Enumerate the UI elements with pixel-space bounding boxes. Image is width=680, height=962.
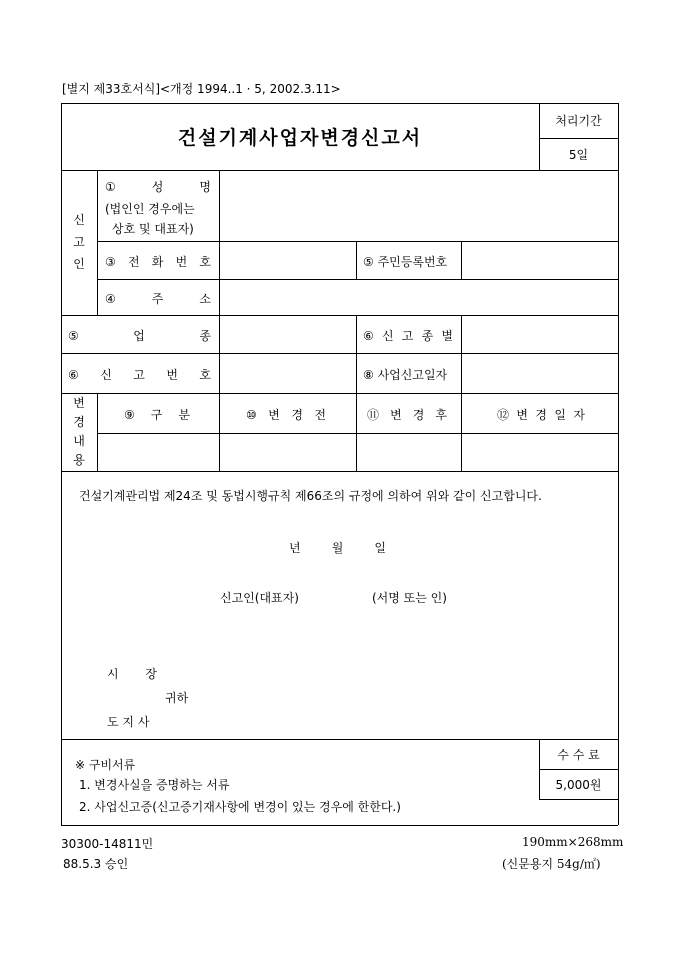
footer-approval: 88.5.3 승인 <box>63 857 129 871</box>
address-label: ④ 주 소 <box>105 291 211 306</box>
required-document-item: 2. 사업신고증(신고증기재사항에 변경이 있는 경우에 한한다.) <box>79 800 401 814</box>
report-date-field[interactable] <box>462 354 617 392</box>
footer-form-code: 30300-14811민 <box>61 837 154 851</box>
signature-note: (서명 또는 인) <box>372 591 447 605</box>
report-kind-field[interactable] <box>462 316 617 352</box>
before-change-field[interactable] <box>220 434 355 470</box>
applicant-group-label: 신 고 인 <box>73 213 85 271</box>
required-document-item: 1. 변경사실을 증명하는 서류 <box>79 778 230 792</box>
phone-field[interactable] <box>220 242 355 278</box>
column-after-change: ⑪ 변 경 후 <box>367 408 447 422</box>
footer-paper-size: 190mm×268mm <box>522 835 624 849</box>
change-category-field[interactable] <box>98 434 218 470</box>
required-documents-title: ※ 구비서류 <box>75 758 136 772</box>
recipient-governor: 도 지 사 <box>107 715 150 729</box>
business-type-label: ⑤ 업 종 <box>68 328 211 343</box>
address-field[interactable] <box>220 280 617 314</box>
signer-label: 신고인(대표자) <box>220 591 299 605</box>
recipient-mayor: 시 장 <box>107 667 157 681</box>
processing-period-value: 5일 <box>568 147 589 162</box>
form-reference: [별지 제33호서식]<개정 1994..1 · 5, 2002.3.11> <box>62 82 341 96</box>
phone-label: ③ 전 화 번 호 <box>105 254 211 269</box>
change-contents-group-label: 변 경 내 용 <box>73 396 85 467</box>
fee-value: 5,000원 <box>555 777 602 792</box>
change-date-field[interactable] <box>462 434 617 470</box>
resident-number-label: ⑤ 주민등록번호 <box>363 255 448 269</box>
resident-number-field[interactable] <box>462 242 617 278</box>
after-change-field[interactable] <box>357 434 460 470</box>
recipient-honorific: 귀하 <box>165 691 189 705</box>
column-category: ⑨ 구 분 <box>124 407 190 422</box>
form-title: 건설기계사업자변경신고서 <box>177 127 423 149</box>
column-change-date: ⑫ 변 경 일 자 <box>497 408 585 422</box>
report-kind-label: ⑥ 신 고 종 별 <box>363 328 453 343</box>
name-field[interactable] <box>220 171 617 240</box>
business-type-field[interactable] <box>220 316 355 352</box>
declaration-text: 건설기계관리법 제24조 및 동법시행규칙 제66조의 규정에 의하여 위와 같이 신고합니다. <box>79 489 542 503</box>
report-date-label: ⑧ 사업신고일자 <box>363 368 448 382</box>
name-label: ① 성 명 <box>105 179 211 194</box>
date-line: 년 월 일 <box>289 541 386 555</box>
report-number-field[interactable] <box>220 354 355 392</box>
footer-paper-type: (신문용지 54g/㎡) <box>502 857 601 871</box>
fee-label: 수 수 료 <box>557 747 600 762</box>
report-number-label: ⑥ 신 고 번 호 <box>68 367 211 382</box>
column-before-change: ⑩ 변 경 전 <box>246 407 326 422</box>
name-note-representative: 상호 및 대표자) <box>112 222 194 236</box>
name-note-corporate: (법인인 경우에는 <box>105 202 195 216</box>
processing-period-label: 처리기간 <box>555 114 602 128</box>
